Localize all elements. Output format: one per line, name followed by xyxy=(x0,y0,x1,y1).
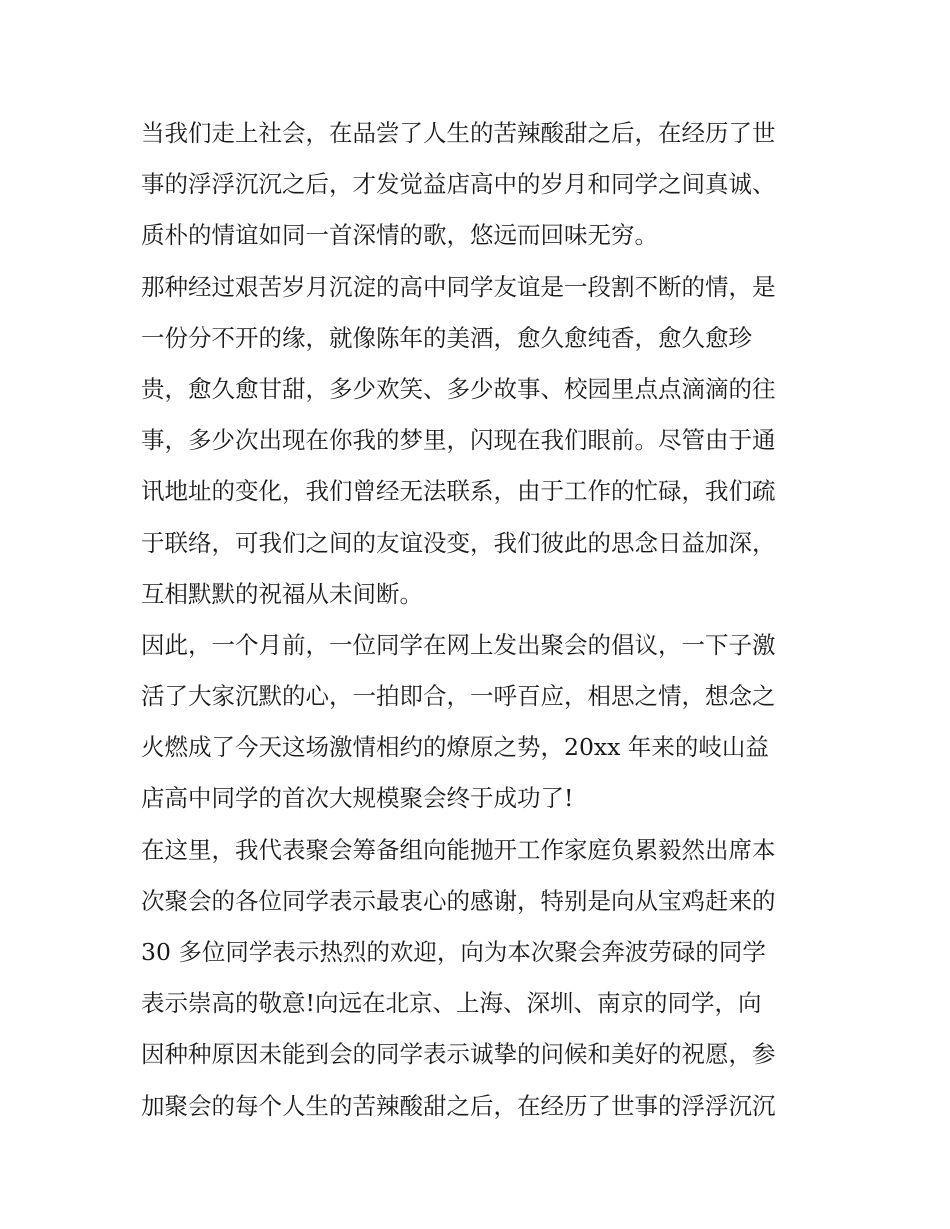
text-line: 店高中同学的首次大规模聚会终于成功了! xyxy=(141,784,574,813)
text-line: 火燃成了今天这场激情相约的燎原之势，20xx 年来的岐山益 xyxy=(141,733,769,762)
text-line: 事，多少次出现在你我的梦里，闪现在我们眼前。尽管由于通 xyxy=(141,426,776,455)
text-line: 表示崇高的敬意!向远在北京、上海、深圳、南京的同学，向 xyxy=(141,989,762,1018)
text-line: 那种经过艰苦岁月沉淀的高中同学友谊是一段割不断的情，是 xyxy=(141,272,776,301)
text-line: 因种种原因未能到会的同学表示诚挚的问候和美好的祝愿，参 xyxy=(141,1040,776,1069)
text-line: 贵，愈久愈甘甜，多少欢笑、多少故事、校园里点点滴滴的往 xyxy=(141,374,776,403)
text-line: 互相默默的祝福从未间断。 xyxy=(141,579,423,608)
text-line: 于联络，可我们之间的友谊没变，我们彼此的思念日益加深， xyxy=(141,528,776,557)
text-line: 讯地址的变化，我们曾经无法联系，由于工作的忙碌，我们疏 xyxy=(141,477,776,506)
text-line: 事的浮浮沉沉之后，才发觉益店高中的岁月和同学之间真诚、 xyxy=(141,170,776,199)
text-line: 质朴的情谊如同一首深情的歌，悠远而回味无穷。 xyxy=(141,221,658,250)
text-line: 在这里，我代表聚会筹备组向能抛开工作家庭负累毅然出席本 xyxy=(141,835,776,864)
text-line: 因此，一个月前，一位同学在网上发出聚会的倡议，一下子激 xyxy=(141,630,776,659)
text-line: 30 多位同学表示热烈的欢迎，向为本次聚会奔波劳碌的同学 xyxy=(141,938,766,966)
text-line: 一份分不开的缘，就像陈年的美酒，愈久愈纯香，愈久愈珍 xyxy=(141,323,752,352)
text-line: 活了大家沉默的心，一拍即合，一呼百应，相思之情，想念之 xyxy=(141,682,776,711)
text-line: 加聚会的每个人生的苦辣酸甜之后，在经历了世事的浮浮沉沉 xyxy=(141,1091,776,1120)
text-line: 次聚会的各位同学表示最衷心的感谢，特别是向从宝鸡赶来的 xyxy=(141,886,776,915)
text-line: 当我们走上社会，在品尝了人生的苦辣酸甜之后，在经历了世 xyxy=(141,119,776,147)
body-text xyxy=(141,108,821,1132)
